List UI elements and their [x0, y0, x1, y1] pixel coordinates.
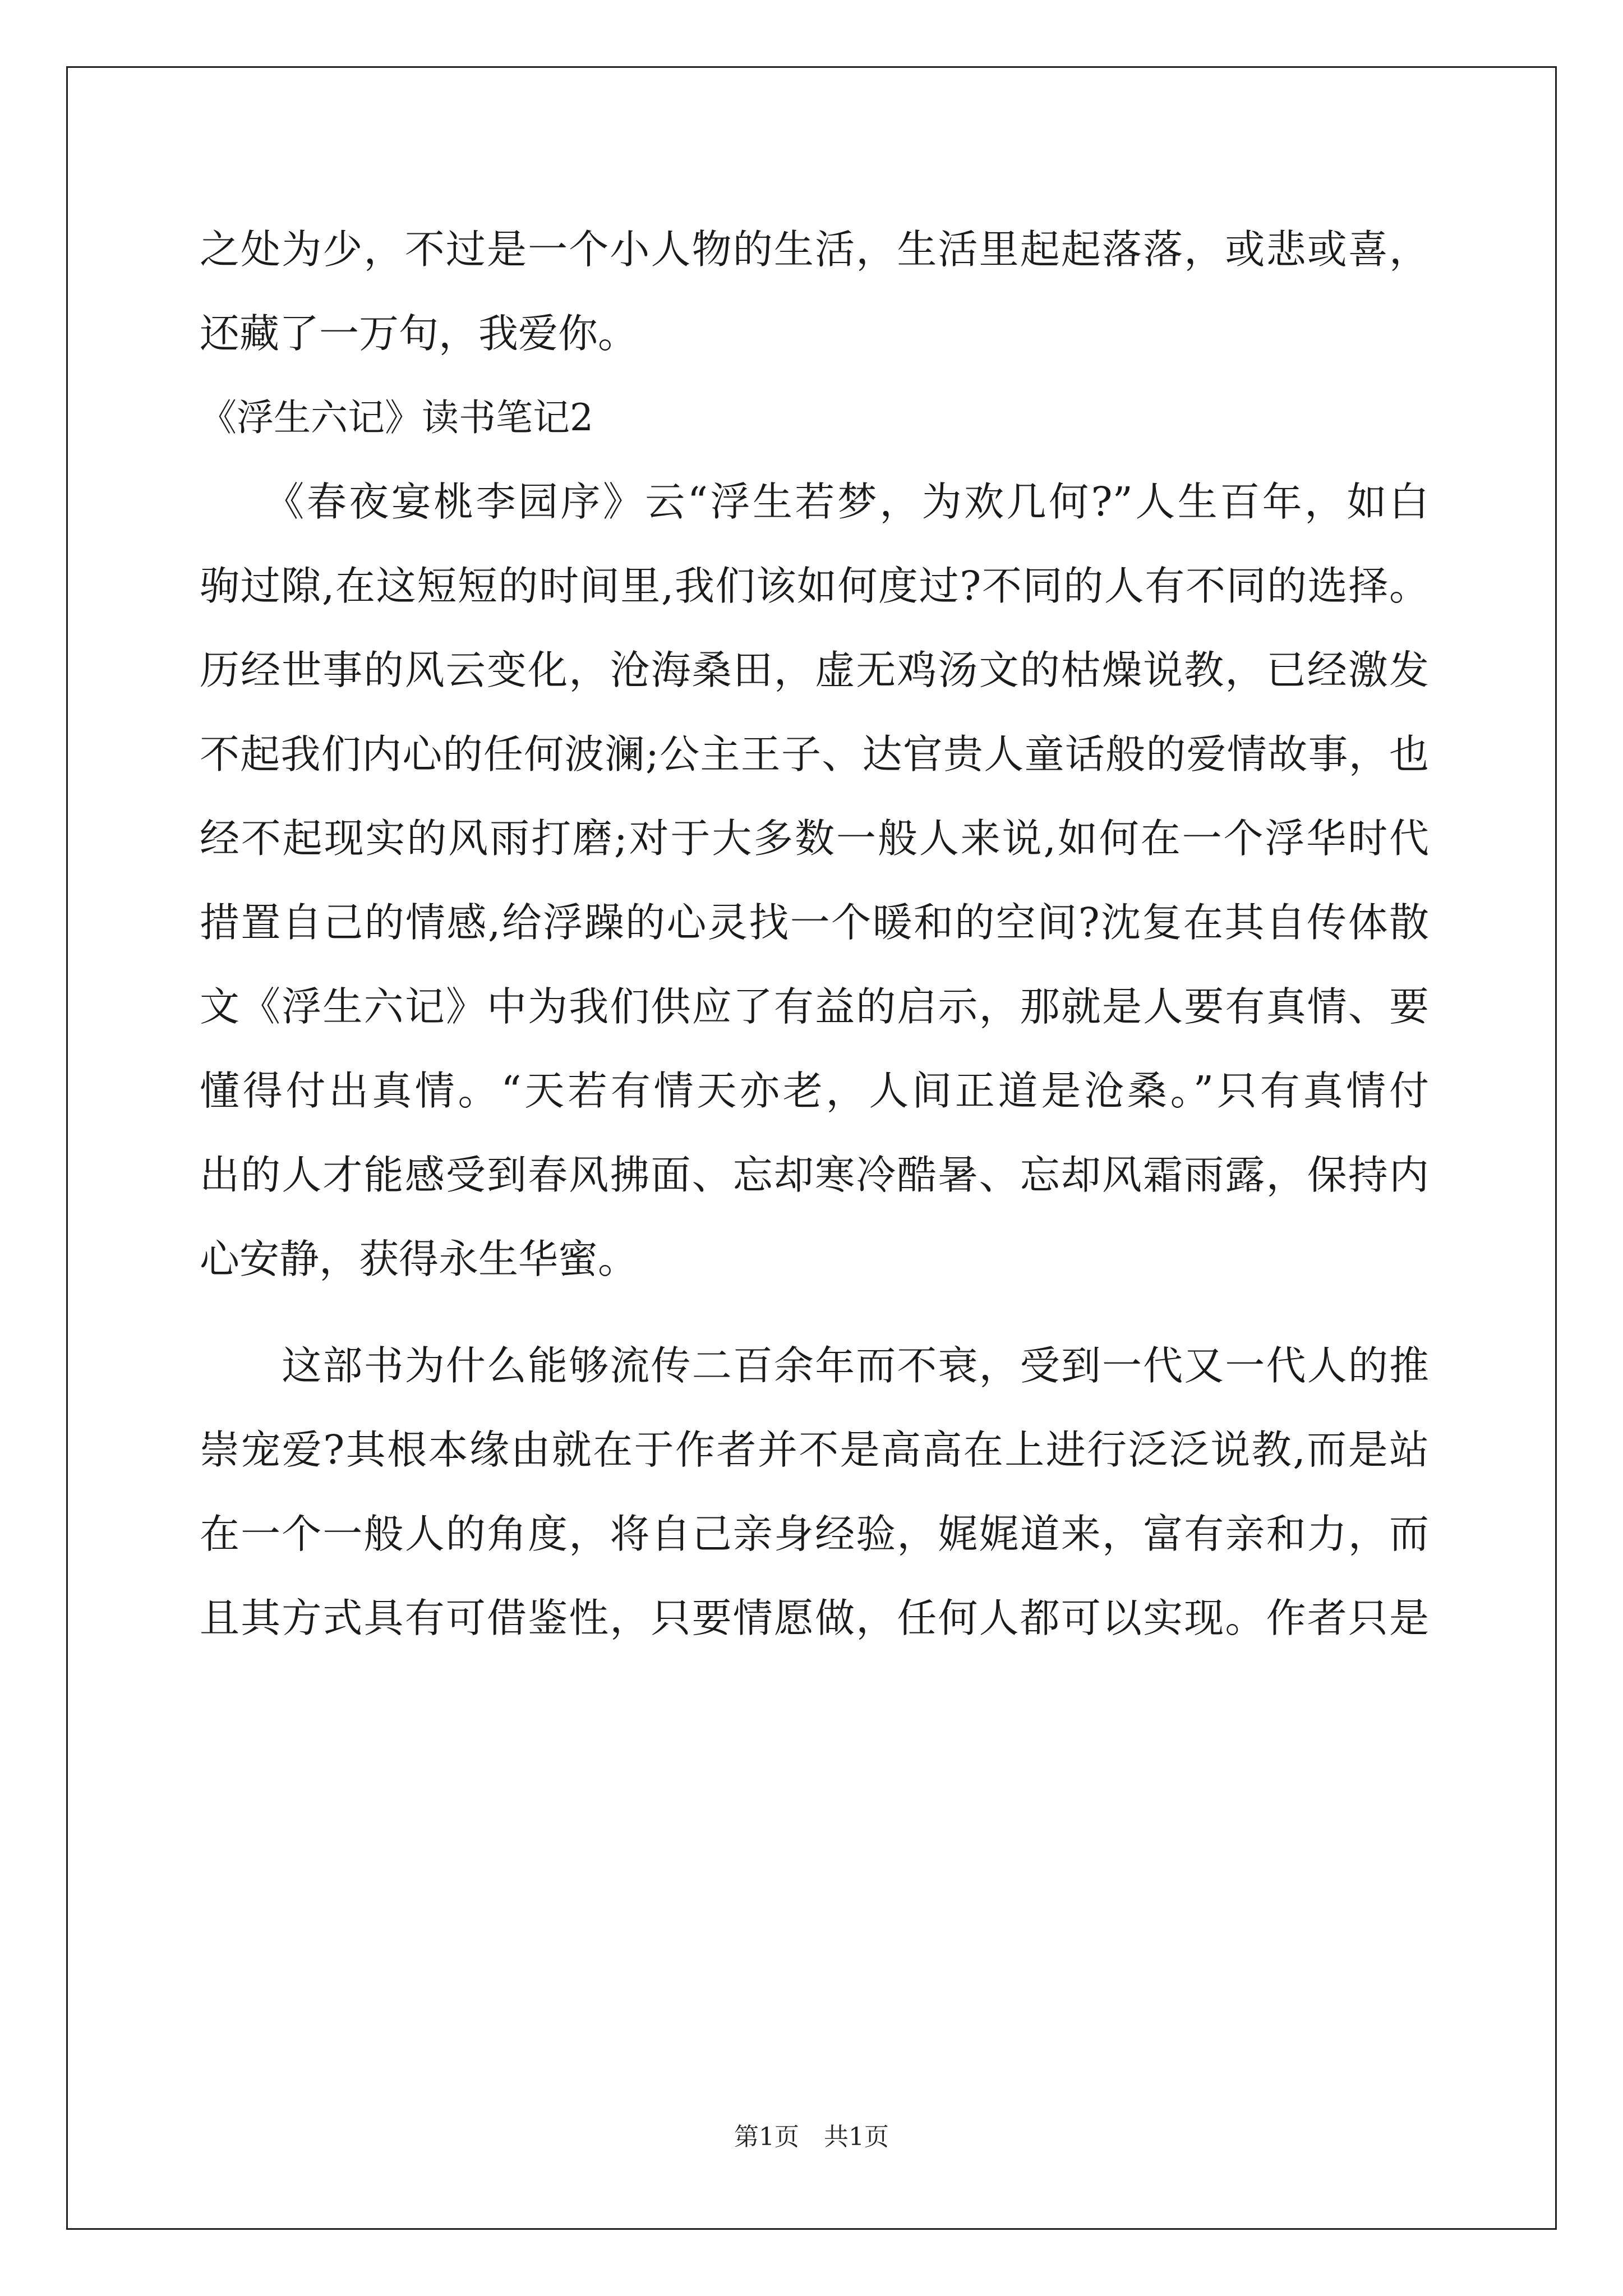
document-body	[200, 208, 1429, 1660]
text-line: 崇宠爱?其根本缘由就在于作者并不是高高在上进行泛泛说教,而是站	[200, 1427, 1429, 1473]
page-total: 共1页	[824, 2123, 889, 2151]
paragraph-2	[200, 1324, 1429, 1660]
section-heading: 《浮生六记》读书笔记2	[200, 396, 593, 439]
text-line: 这部书为什么能够流传二百余年而不衰，受到一代又一代人的推	[200, 1342, 1429, 1389]
text-line: 心安静，获得永生华蜜。	[200, 1236, 638, 1282]
text-line: 懂得付出真情。“天若有情天亦老，人间正道是沧桑。”只有真情付	[200, 1068, 1429, 1114]
text-line: 不起我们内心的任何波澜;公主王子、达官贵人童话般的爱情故事，也	[200, 731, 1429, 777]
text-line: 之处为少，不过是一个小人物的生活，生活里起起落落，或悲或喜，	[200, 226, 1429, 273]
page-number: 第1页	[734, 2123, 799, 2151]
text-line: 措置自己的情感,给浮躁的心灵找一个暖和的空间?沈复在其自传体散	[200, 899, 1429, 946]
text-line: 驹过隙,在这短短的时间里,我们该如何度过?不同的人有不同的选择。	[200, 563, 1429, 609]
text-line: 在一个一般人的角度，将自己亲身经验，娓娓道来，富有亲和力，而	[200, 1511, 1429, 1557]
text-line: 出的人才能感受到春风拂面、忘却寒冷酷暑、忘却风霜雨露，保持内	[200, 1152, 1429, 1198]
text-line: 历经世事的风云变化，沧海桑田，虚无鸡汤文的枯燥说教，已经激发	[200, 647, 1429, 693]
text-line: 文《浮生六记》中为我们供应了有益的启示，那就是人要有真情、要	[200, 983, 1429, 1030]
text-line: 经不起现实的风雨打磨;对于大多数一般人来说,如何在一个浮华时代	[200, 815, 1429, 862]
page-footer	[0, 2120, 1623, 2154]
text-line: 还藏了一万句，我爱你。	[200, 310, 638, 357]
text-line: 《春夜宴桃李园序》云“浮生若梦，为欢几何?”人生百年，如白	[200, 478, 1429, 525]
text-line: 且其方式具有可借鉴性，只要情愿做，任何人都可以实现。作者只是	[200, 1595, 1429, 1641]
paragraph-1	[200, 460, 1429, 1301]
